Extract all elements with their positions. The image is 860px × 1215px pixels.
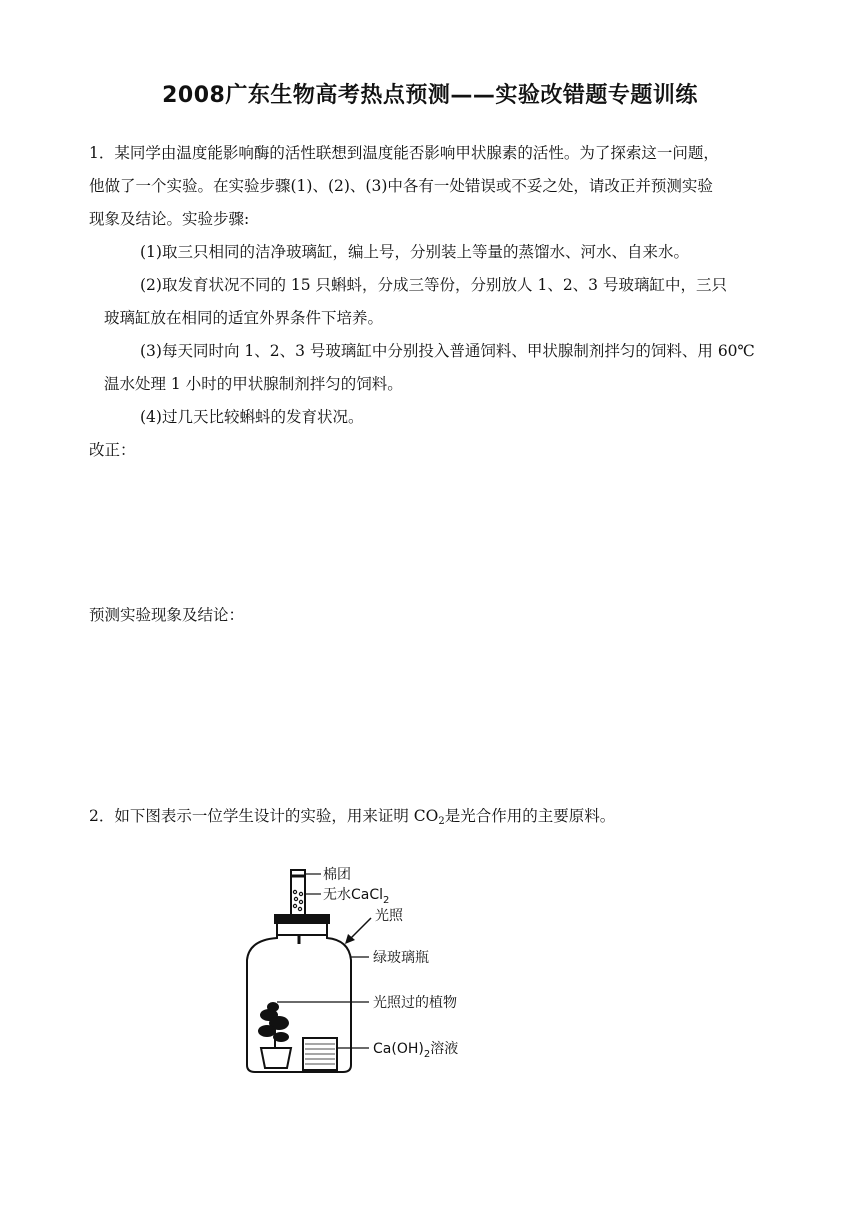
label-light: 光照 [375,908,403,924]
q2-text-after: 是光合作用的主要原料。 [444,807,616,825]
label-cacl2: 无水CaCl$_2$ [323,887,390,906]
q1-step3-line1: (3)每天同时向 1、2、3 号玻璃缸中分别投入普通饲料、甲状腺制剂拌匀的饲料、用 60℃ [140,342,755,360]
q2-text-before: 2．如下图表示一位学生设计的实验，用来证明 CO [89,807,439,825]
bottle-stopper [275,915,329,923]
label-cotton: 棉团 [323,867,351,883]
q1-intro-line3: 现象及结论。实验步骤: [89,210,250,228]
light-arrow [349,918,371,940]
q1-prediction-label: 预测实验现象及结论： [89,606,245,624]
q1-step2-line2: 玻璃缸放在相同的适宜外界条件下培养。 [104,309,384,327]
plant-pot [261,1048,291,1068]
label-plant: 光照过的植物 [373,995,457,1011]
q1-correction-label: 改正： [89,441,136,459]
label-caoh2: $Ca(OH)_2$溶液 [373,1041,459,1060]
experiment-figure [235,860,535,1080]
label-bottle: 绿玻璃瓶 [373,950,429,966]
page-title: 2008广东生物高考热点预测——实验改错题专题训练 [162,83,698,108]
q2-subscript: 2 [438,816,445,827]
q1-step2-line1: (2)取发育状况不同的 15 只蝌蚪，分成三等份，分别放人 1、2、3 号玻璃缸中，三只 [140,276,727,294]
q2-text [89,806,615,832]
cacl2-granules [293,890,302,910]
q1-step4: (4)过几天比较蝌蚪的发育状况。 [140,408,364,426]
plant-icon [258,1002,289,1042]
q1-step3-line2: 温水处理 1 小时的甲状腺制剂拌匀的饲料。 [104,375,403,393]
q1-intro-line1: 1．某同学由温度能影响酶的活性联想到温度能否影响甲状腺素的活性。为了探索这一问题， [89,144,719,162]
q1-intro-line2: 他做了一个实验。在实验步骤(1)、(2)、(3)中各有一处错误或不妥之处，请改正并预测实验 [89,177,713,195]
q1-step1: (1)取三只相同的洁净玻璃缸，编上号，分别装上等量的蒸馏水、河水、自来水。 [140,243,689,261]
